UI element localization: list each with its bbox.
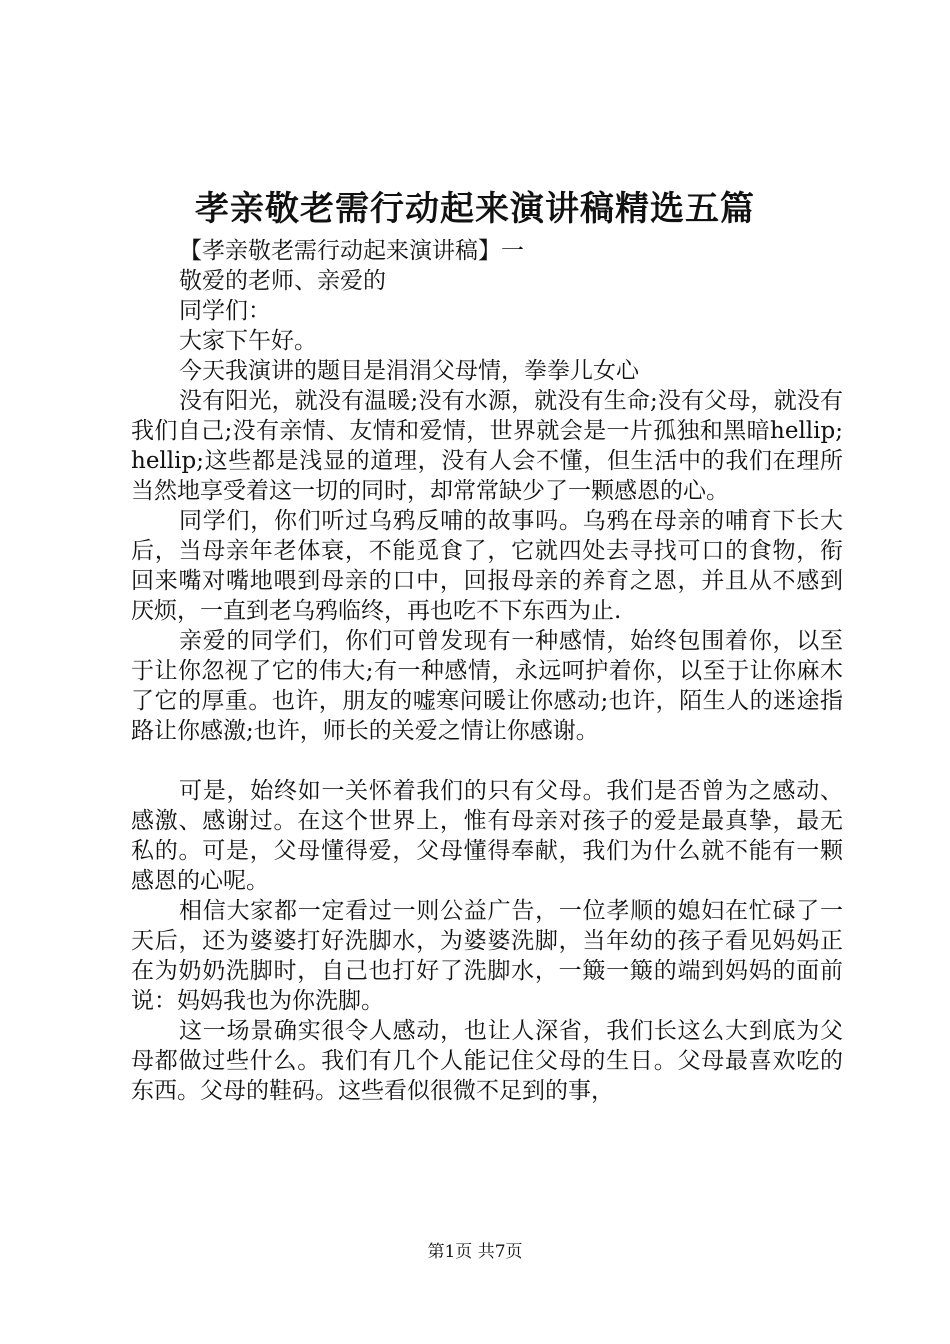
paragraph-topic: 今天我演讲的题目是涓涓父母情，拳拳儿女心 <box>179 358 639 384</box>
document-title: 孝亲敬老需行动起来演讲稿精选五篇 <box>195 189 755 229</box>
paragraph-body: 亲爱的同学们，你们可曾发现有一种感情，始终包围着你，以至于让你忽视了它的伟大;有一种感情，永远呵护着你，以至于让你麻木了它的厚重。也许，朋友的嘘寒问暖让你感动;也许，陌生人的迷途指路让你感激;也许，师长的关爱之情让你感谢。 <box>131 628 843 744</box>
page-footer: 第1页 共7页 <box>427 1242 523 1262</box>
paragraph-body: 没有阳光，就没有温暖;没有水源，就没有生命;没有父母，就没有我们自己;没有亲情、友情和爱情，世界就会是一片孤独和黑暗hellip;hellip;这些都是浅显的道理，没有人会不懂，但生活中的我们在理所当然地享受着这一切的同时，却常常缺少了一颗感恩的心。 <box>131 388 843 504</box>
paragraph-salutation-1: 敬爱的老师、亲爱的 <box>179 268 386 294</box>
paragraph-body: 这一场景确实很令人感动，也让人深省，我们长这么大到底为父母都做过些什么。我们有几个人能记住父母的生日。父母最喜欢吃的东西。父母的鞋码。这些看似很微不足到的事， <box>131 1018 843 1104</box>
paragraph-salutation-2: 同学们： <box>179 298 271 324</box>
paragraph-spacer <box>131 746 843 776</box>
paragraph-greeting: 大家下午好。 <box>179 328 317 354</box>
paragraph-body: 相信大家都一定看过一则公益广告，一位孝顺的媳妇在忙碌了一天后，还为婆婆打好洗脚水，为婆婆洗脚，当年幼的孩子看见妈妈正在为奶奶洗脚时，自己也打好了洗脚水，一簸一簸的端到妈妈的面前说：妈妈我也为你洗脚。 <box>131 898 843 1014</box>
document-body <box>131 236 843 1106</box>
paragraph-heading: 【孝亲敬老需行动起来演讲稿】一 <box>179 238 524 264</box>
paragraph-body: 可是，始终如一关怀着我们的只有父母。我们是否曾为之感动、感激、感谢过。在这个世界上，惟有母亲对孩子的爱是最真挚，最无私的。可是，父母懂得爱，父母懂得奉献，我们为什么就不能有一颗感恩的心呢。 <box>131 778 843 894</box>
paragraph-body: 同学们，你们听过乌鸦反哺的故事吗。乌鸦在母亲的哺育下长大后，当母亲年老体衰，不能觅食了，它就四处去寻找可口的食物，衔回来嘴对嘴地喂到母亲的口中，回报母亲的养育之恩，并且从不感到厌烦，一直到老乌鸦临终，再也吃不下东西为止. <box>131 508 843 624</box>
